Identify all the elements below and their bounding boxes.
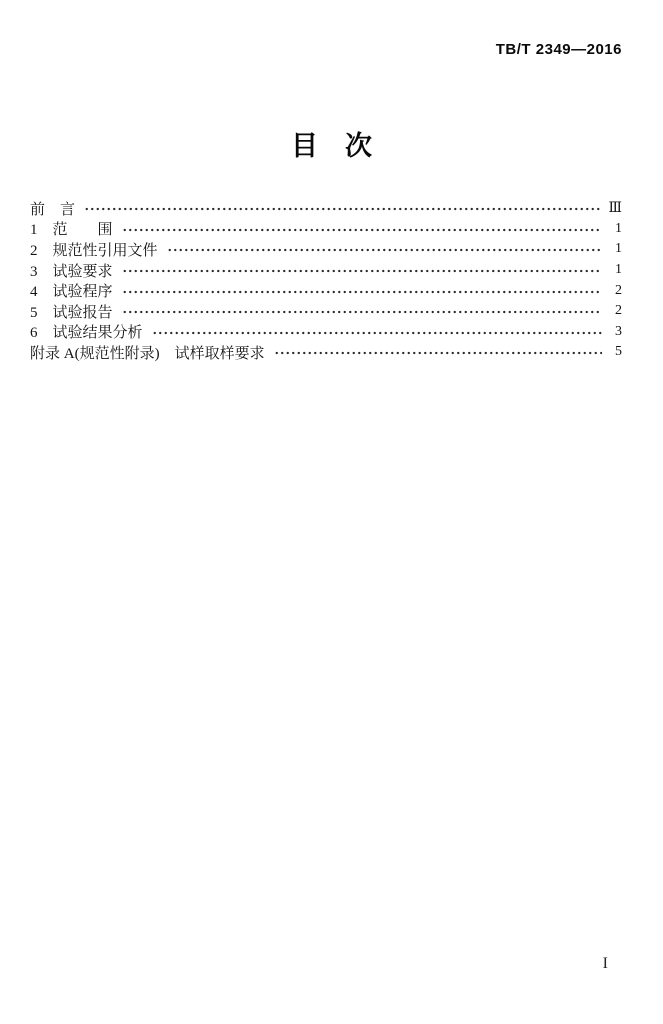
toc-entry-label: 4 试验程序: [30, 284, 113, 301]
footer-page-number: I: [602, 955, 608, 972]
toc-entry-page: Ⅲ: [608, 200, 622, 216]
toc-entry-label: 6 试验结果分析: [30, 325, 143, 342]
dot-leader: [274, 345, 602, 360]
toc-entry-label: 前 言: [30, 201, 76, 218]
toc-entry-page: 2: [615, 303, 622, 319]
toc-entry-page: 5: [615, 344, 622, 360]
toc-entry-label: 2 规范性引用文件: [30, 242, 158, 259]
toc-entry: [30, 342, 622, 363]
dot-leader: [122, 304, 602, 319]
toc-entry-page: 1: [615, 220, 622, 236]
toc-entry: [30, 301, 622, 322]
toc-entry: [30, 219, 622, 240]
toc-entry-page: 2: [615, 282, 622, 298]
standard-number: TB/T 2349—2016: [495, 41, 622, 58]
dot-leader: [122, 283, 602, 298]
dot-leader: [122, 263, 602, 278]
toc-entry-label: 5 试验报告: [30, 304, 113, 321]
dot-leader: [84, 201, 602, 216]
dot-leader: [152, 324, 602, 339]
toc-entry-page: 3: [615, 323, 622, 339]
page-title: 目 次: [291, 131, 372, 161]
toc-entry: [30, 260, 622, 281]
toc-entry: [30, 280, 622, 301]
toc-entry-page: 1: [615, 241, 622, 257]
toc-entry-label: 1 范 围: [30, 222, 113, 239]
toc-entry: [30, 239, 622, 260]
toc-entry-page: 1: [615, 262, 622, 278]
toc-entry: [30, 322, 622, 343]
dot-leader: [122, 221, 602, 236]
toc-entry-label: 附录 A(规范性附录) 试样取样要求: [30, 345, 265, 362]
toc-entry-label: 3 试验要求: [30, 263, 113, 280]
table-of-contents: [30, 198, 622, 363]
toc-entry: [30, 198, 622, 219]
dot-leader: [167, 242, 602, 257]
